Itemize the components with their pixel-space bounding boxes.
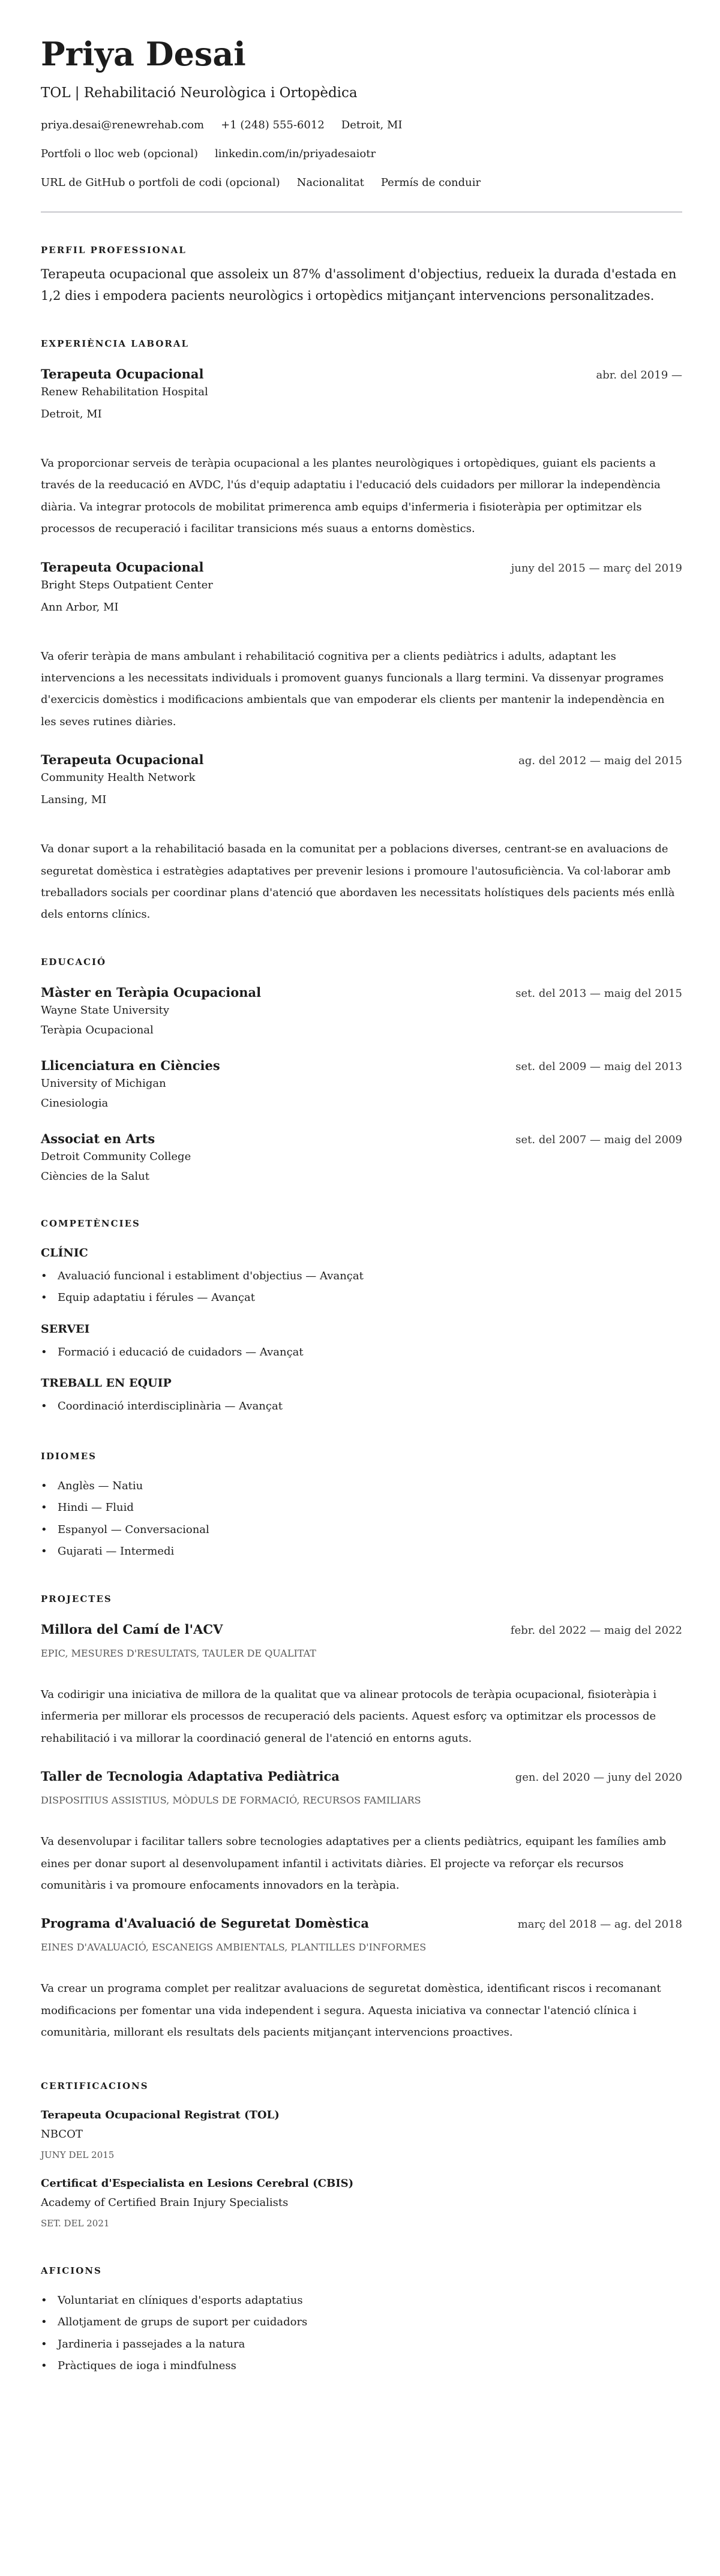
experience-entry <box>41 365 682 540</box>
candidate-headline: TOL | Rehabilitació Neurològica i Ortopèdica <box>41 85 358 101</box>
school-name: Wayne State University <box>41 1003 170 1017</box>
experience-section <box>41 338 682 926</box>
language-item: • Gujarati — Intermedi <box>41 1541 682 1563</box>
company-name: Community Health Network <box>41 771 196 784</box>
entry-dates: ag. del 2012 — maig del 2015 <box>518 755 682 768</box>
project-description: Va crear un programa complet per realitzar avaluacions de seguretat domèstica, identificant riscos i recomanant modificacions per fomentar una vida independent i segura. Aquesta iniciativa va connectar l'atenció clínica i comunitària, millorant els resultats dels pacients mitjançant intervencions proactives. <box>41 1982 661 2039</box>
job-description: Va proporcionar serveis de teràpia ocupacional a les plantes neurològiques i ortopèdiques, guiant els pacients a través de la reeducació en AVDC, l'ús d'equip adaptatiu i l'educació dels cuidadors per millorar la independència diària. Va integrar protocols de mobilitat primerenca amb equips d'infermeria i fisioteràpia per optimitzar els processos de recuperació i facilitar transicions més suaus a entorns domèstics. <box>41 457 661 536</box>
github-link[interactable]: URL de GitHub o portfoli de codi (opcional) <box>41 176 280 189</box>
entry-header <box>41 1130 682 1148</box>
job-description: Va donar suport a la rehabilitació basada en la comunitat per a poblacions diverses, centrant-se en avaluacions de seguretat domèstica i estratègies adaptatives per prevenir lesions i promoure l'autosuficiència. Va col·laborar amb treballadors socials per coordinar plans d'atenció que abordaven les necessitats holístiques dels pacients més enllà dels entorns clínics. <box>41 843 675 921</box>
section-title: CERTIFICACIONS <box>41 2080 149 2091</box>
project-title: Millora del Camí de l'ACV <box>41 1621 223 1637</box>
entry-dates: set. del 2009 — maig del 2013 <box>515 1060 682 1073</box>
certification-entry <box>41 2176 682 2232</box>
resume-header <box>41 35 682 191</box>
skill-list <box>41 1342 682 1364</box>
section-title: PROJECTES <box>41 1593 112 1604</box>
project-tech: EINES D'AVALUACIÓ, ESCANEIGS AMBIENTALS, PLANTILLES D'INFORMES <box>41 1941 427 1953</box>
project-title: Programa d'Avaluació de Seguretat Domèstica <box>41 1916 369 1931</box>
job-description: Va oferir teràpia de mans ambulant i rehabilitació cognitiva per a clients pediàtrics i adults, adaptant les intervencions a les necessitats individuals i promovent guanys funcionals a llarg termini. Va dissenyar programes d'exercicis domèstics i modificacions ambientals que van empoderar els clients per mantenir la independència en les seves rutines diàries. <box>41 650 665 728</box>
linkedin-link[interactable]: linkedin.com/in/priyadesaiotr <box>214 148 376 160</box>
entry-header <box>41 1621 682 1639</box>
hobby-item: • Voluntariat en clíniques d'esports adaptatius <box>41 2290 682 2312</box>
school-name: University of Michigan <box>41 1077 166 1090</box>
company-name: Bright Steps Outpatient Center <box>41 578 213 591</box>
skill-group <box>41 1321 682 1364</box>
project-entry <box>41 1914 682 2043</box>
entry-dates: març del 2018 — ag. del 2018 <box>517 1918 682 1931</box>
skills-section <box>41 1218 682 1418</box>
field-of-study: Ciències de la Salut <box>41 1170 149 1183</box>
hobby-item: • Allotjament de grups de suport per cuidadors <box>41 2312 682 2334</box>
company-name: Renew Rehabilitation Hospital <box>41 386 208 398</box>
degree-title: Màster en Teràpia Ocupacional <box>41 984 262 1000</box>
entry-header <box>41 751 682 769</box>
certification-issuer: NBCOT <box>41 2127 83 2141</box>
degree-title: Associat en Arts <box>41 1131 155 1146</box>
section-title: COMPETÈNCIES <box>41 1218 140 1229</box>
experience-entry <box>41 751 682 926</box>
skill-list <box>41 1396 682 1418</box>
project-tech: EPIC, MESURES D'RESULTATS, TAULER DE QUALITAT <box>41 1647 316 1659</box>
entry-dates: set. del 2013 — maig del 2015 <box>515 987 682 1000</box>
project-entry <box>41 1768 682 1896</box>
job-title: Terapeuta Ocupacional <box>41 752 204 768</box>
field-of-study: Teràpia Ocupacional <box>41 1023 154 1036</box>
job-location: Ann Arbor, MI <box>41 600 119 614</box>
contact-row <box>41 175 682 191</box>
header-divider <box>41 211 682 213</box>
entry-header <box>41 558 682 576</box>
summary-text: Terapeuta ocupacional que assoleix un 87% d'assoliment d'objectius, redueix la durada d'estada en 1,2 dies i empodera pacients neurològics i ortopèdics mitjançant intervencions personalitzades. <box>41 267 677 303</box>
nationality: Nacionalitat <box>296 176 364 189</box>
summary-section <box>41 244 682 306</box>
phone: +1 (248) 555-6012 <box>221 119 325 131</box>
education-entry <box>41 984 682 1041</box>
email-link[interactable]: priya.desai@renewrehab.com <box>41 119 205 131</box>
entry-dates: febr. del 2022 — maig del 2022 <box>510 1624 682 1637</box>
project-title: Taller de Tecnologia Adaptativa Pediàtrica <box>41 1769 340 1784</box>
portfolio-link[interactable]: Portfoli o lloc web (opcional) <box>41 148 198 160</box>
language-item: • Hindi — Fluid <box>41 1497 682 1519</box>
certification-entry <box>41 2108 682 2164</box>
languages-section <box>41 1450 682 1563</box>
hobby-item: • Pràctiques de ioga i mindfulness <box>41 2355 682 2377</box>
projects-section <box>41 1593 682 2044</box>
entry-dates: set. del 2007 — maig del 2009 <box>515 1133 682 1146</box>
education-section <box>41 956 682 1188</box>
school-name: Detroit Community College <box>41 1150 191 1163</box>
section-title: AFICIONS <box>41 2265 102 2276</box>
contact-row <box>41 146 682 162</box>
entry-dates: gen. del 2020 — juny del 2020 <box>515 1771 682 1784</box>
experience-entry <box>41 558 682 734</box>
project-entry <box>41 1621 682 1750</box>
candidate-name: Priya Desai <box>41 35 246 73</box>
project-description: Va desenvolupar i facilitar tallers sobre tecnologies adaptatives per a clients pediàtrics, equipant les famílies amb eines per donar suport al desenvolupament infantil i activitats diàries. El projecte va reforçar els recursos comunitàris i va promoure enfocaments innovadors en la teràpia. <box>41 1835 667 1892</box>
project-description: Va codirigir una iniciativa de millora de la qualitat que va alinear protocols de teràpia ocupacional, fisioteràpia i infermeria per millorar els processos de recuperació dels pacients. Aquest esforç va optimitzar els processos de rehabilitació i va millorar la coordinació general de l'atenció en entorns aguts. <box>41 1688 657 1745</box>
skill-item: • Equip adaptatiu i férules — Avançat <box>41 1287 682 1309</box>
entry-header <box>41 1057 682 1075</box>
skill-item: • Avaluació funcional i establiment d'objectius — Avançat <box>41 1266 682 1288</box>
degree-title: Llicenciatura en Ciències <box>41 1057 220 1073</box>
education-entry <box>41 1130 682 1188</box>
certification-issuer: Academy of Certified Brain Injury Specialists <box>41 2196 289 2209</box>
language-item: • Espanyol — Conversacional <box>41 1519 682 1541</box>
location: Detroit, MI <box>341 119 403 131</box>
job-location: Lansing, MI <box>41 793 107 807</box>
entry-header <box>41 365 682 383</box>
section-title: EDUCACIÓ <box>41 956 107 967</box>
skill-item: • Formació i educació de cuidadors — Avançat <box>41 1342 682 1364</box>
skill-group <box>41 1375 682 1418</box>
hobby-item: • Jardineria i passejades a la natura <box>41 2334 682 2356</box>
skill-item: • Coordinació interdisciplinària — Avançat <box>41 1396 682 1418</box>
job-title: Terapeuta Ocupacional <box>41 559 204 575</box>
field-of-study: Cinesiologia <box>41 1096 109 1110</box>
entry-header <box>41 1768 682 1786</box>
driving-license: Permís de conduir <box>380 176 481 189</box>
certification-date: JUNY DEL 2015 <box>41 2149 115 2160</box>
entry-header <box>41 1914 682 1932</box>
language-item: • Anglès — Natiu <box>41 1475 682 1498</box>
skill-group-title: CLÍNIC <box>41 1246 88 1260</box>
skill-list <box>41 1266 682 1309</box>
certifications-section <box>41 2080 682 2232</box>
section-title: EXPERIÈNCIA LABORAL <box>41 338 190 349</box>
hobbies-section <box>41 2265 682 2377</box>
skill-group-title: TREBALL EN EQUIP <box>41 1376 172 1390</box>
section-title: PERFIL PROFESSIONAL <box>41 245 187 256</box>
job-title: Terapeuta Ocupacional <box>41 366 204 381</box>
skill-group <box>41 1245 682 1309</box>
certification-date: SET. DEL 2021 <box>41 2217 110 2229</box>
education-entry <box>41 1057 682 1114</box>
job-location: Detroit, MI <box>41 408 102 420</box>
skill-group-title: SERVEI <box>41 1322 90 1336</box>
entry-header <box>41 984 682 1002</box>
entry-dates: abr. del 2019 — <box>596 369 682 381</box>
certification-name: Certificat d'Especialista en Lesions Cerebral (CBIS) <box>41 2177 354 2190</box>
project-tech: DISPOSITIUS ASSISTIUS, MÒDULS DE FORMACIÓ, RECURSOS FAMILIARS <box>41 1795 421 1806</box>
certification-name: Terapeuta Ocupacional Registrat (TOL) <box>41 2108 280 2121</box>
entry-dates: juny del 2015 — març del 2019 <box>511 561 682 575</box>
contact-row <box>41 118 682 133</box>
section-title: IDIOMES <box>41 1450 97 1462</box>
